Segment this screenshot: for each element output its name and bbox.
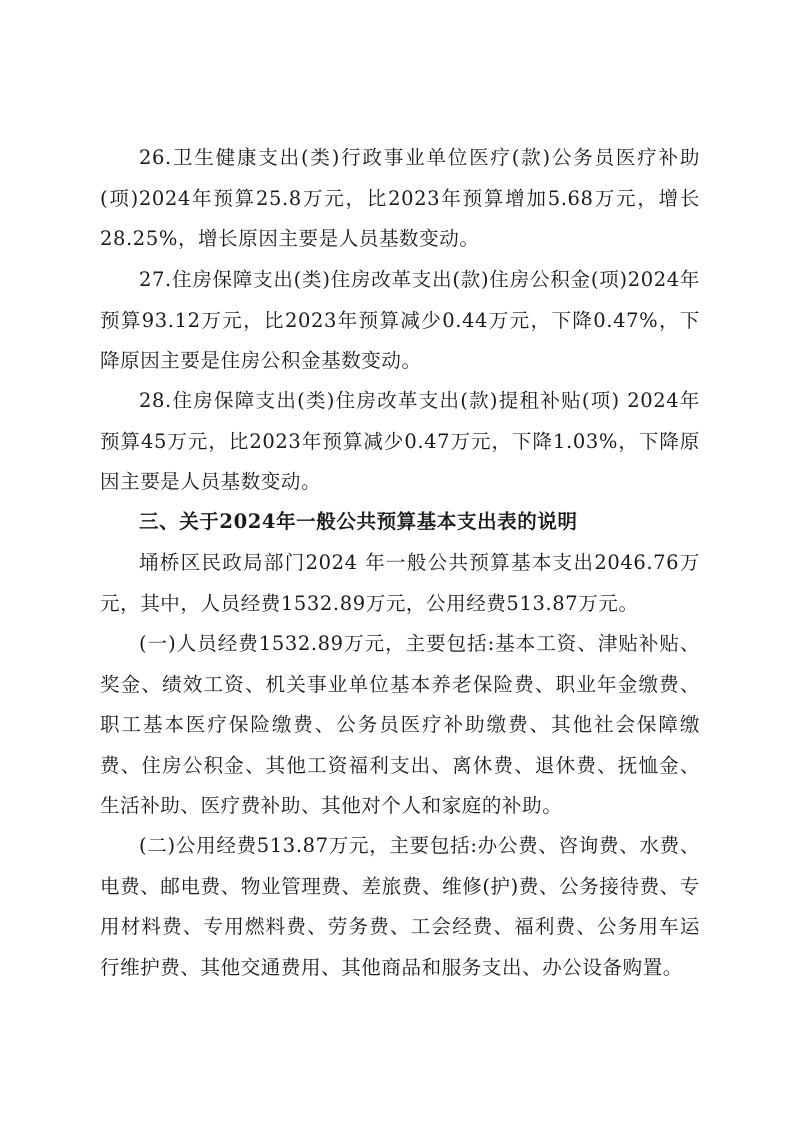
section-heading: 三、关于2024年一般公共预算基本支出表的说明 [139,510,578,533]
paragraph-item-26: 26.卫生健康支出(类)行政事业单位医疗(款)公务员医疗补助(项)2024年预算25.8万元，比2023年预算增加5.68万元，增长28.25%，增长原因主要是人员基数变动。 [100,146,700,250]
paragraph-item-28: 28.住房保障支出(类)住房改革支出(款)提租补贴(项) 2024年预算45万元，比2023年预算减少0.47万元，下降1.03%，下降原因主要是人员基数变动。 [100,389,700,493]
paragraph-public-expenses: (二)公用经费513.87万元，主要包括:办公费、咨询费、水费、电费、邮电费、物业管理费、差旅费、维修(护)费、公务接待费、专用材料费、专用燃料费、劳务费、工会经费、福利费、公务用车运行维护费、其他交通费用、其他商品和服务支出、办公设备购置。 [100,834,700,979]
paragraph-basic-expenditure-summary: 埇桥区民政局部门2024 年一般公共预算基本支出2046.76万元，其中，人员经费1532.89万元，公用经费513.87万元。 [100,551,700,615]
paragraph-personnel-expenses: (一)人员经费1532.89万元，主要包括:基本工资、津贴补贴、奖金、绩效工资、机关事业单位基本养老保险费、职业年金缴费、职工基本医疗保险缴费、公务员医疗补助缴费、其他社会保障缴费、住房公积金、其他工资福利支出、离休费、退休费、抚恤金、生活补助、医疗费补助、其他对个人和家庭的补助。 [100,632,700,817]
paragraph-item-27: 27.住房保障支出(类)住房改革支出(款)住房公积金(项)2024年预算93.12万元，比2023年预算减少0.44万元，下降0.47%，下降原因主要是住房公积金基数变动。 [100,268,700,372]
